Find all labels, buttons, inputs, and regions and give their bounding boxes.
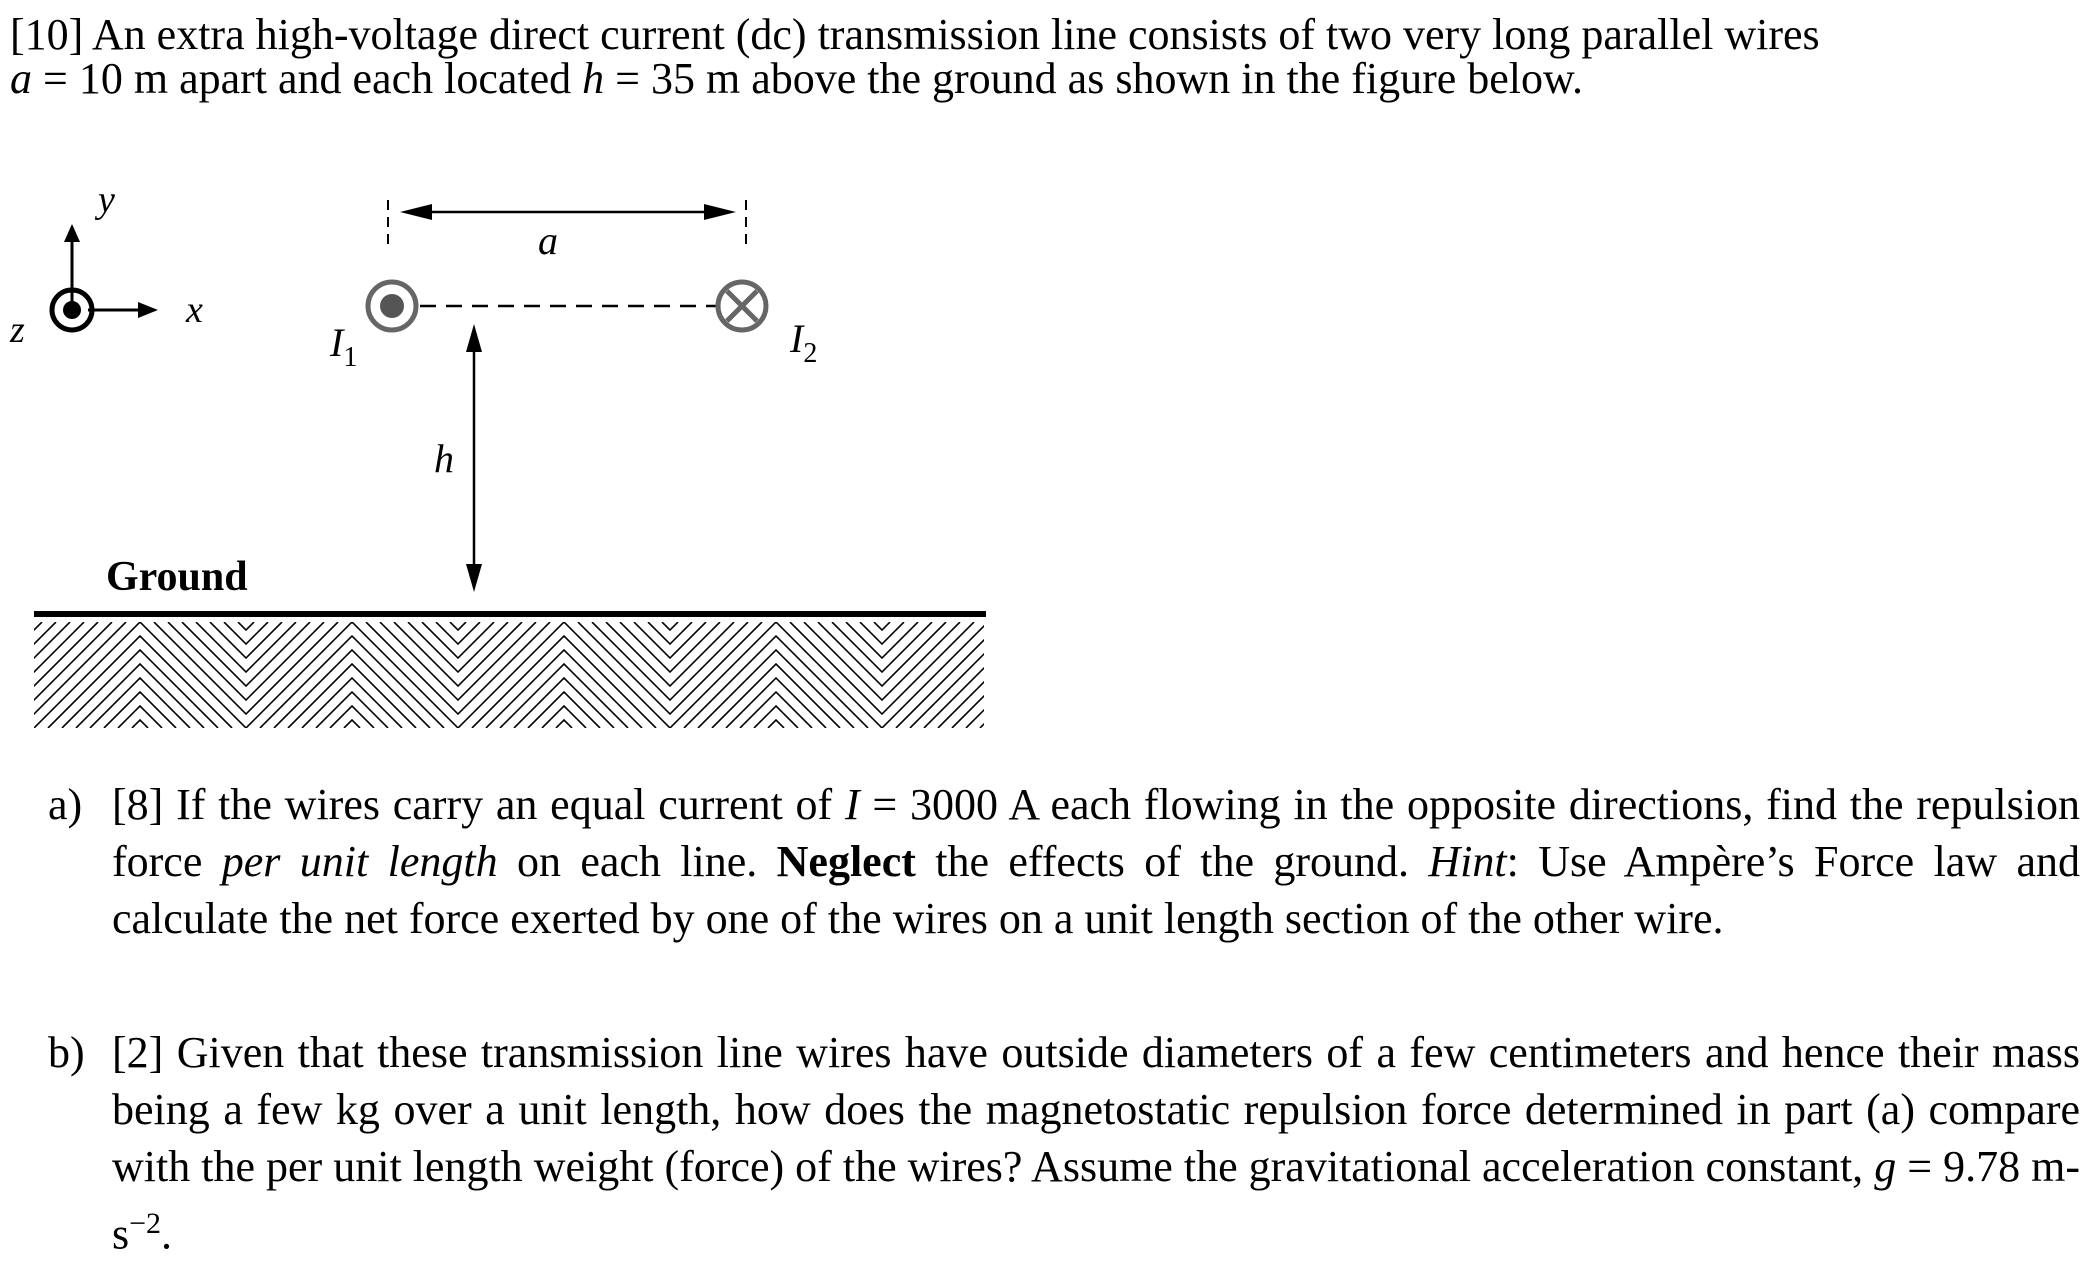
I-value: 3000 A bbox=[910, 780, 1038, 829]
part-b-end: . bbox=[161, 1209, 173, 1259]
problem-intro-2a: apart and each located bbox=[179, 54, 572, 103]
hatch-line bbox=[246, 622, 352, 728]
label-I2: $I_2$ bbox=[790, 316, 818, 369]
hatch-line bbox=[338, 622, 444, 728]
hatch-line bbox=[578, 622, 684, 728]
wire-2-in-icon bbox=[718, 282, 766, 330]
part-a-text-1: If the wires carry an equal current of bbox=[176, 780, 833, 829]
problem-intro-1: An extra high-voltage direct current (dc) transmission line consists of two very long parallel wires bbox=[91, 10, 1820, 59]
part-a-label: a) bbox=[48, 780, 83, 829]
hatch-line bbox=[232, 622, 338, 728]
hatch-line bbox=[0, 622, 28, 728]
hatch-line bbox=[952, 622, 1058, 728]
part-a-body: [8] If the wires carry an equal current of I = 3000 A each flowing in the opposite directions, find the repulsion force per unit length on each line. Neglect the effects of the ground. Hint: Use Ampère’s Force law and calculate the net force exerted by one of the wires on a unit length section of the other wire. bbox=[112, 780, 2080, 943]
hatch-line bbox=[444, 622, 550, 728]
dimension-h bbox=[466, 324, 482, 592]
part-a-text-3: on each line. bbox=[516, 837, 758, 886]
ground-hatch bbox=[0, 622, 1114, 728]
hatch-line bbox=[938, 622, 1044, 728]
hatch-line bbox=[126, 622, 232, 728]
hatch-line bbox=[0, 622, 14, 728]
hatch-line bbox=[6, 622, 112, 728]
label-a: a bbox=[538, 218, 558, 263]
axis-y-label: y bbox=[98, 179, 115, 221]
part-b-points: [2] bbox=[112, 1028, 164, 1077]
hatch-line bbox=[550, 622, 656, 728]
hatch-line bbox=[980, 622, 1086, 728]
dimension-a bbox=[388, 200, 746, 248]
label-I1: $I_1$ bbox=[330, 320, 358, 373]
axis-x-label: x bbox=[186, 289, 203, 331]
a-value: 10 m bbox=[78, 54, 169, 103]
hatch-line bbox=[790, 622, 896, 728]
hatch-line bbox=[684, 622, 790, 728]
transmission-line-figure bbox=[0, 130, 1000, 730]
hatch-line bbox=[882, 622, 988, 728]
hatch-line bbox=[472, 622, 578, 728]
hatch-line bbox=[140, 622, 246, 728]
hatch-line bbox=[0, 622, 84, 728]
hatch-line bbox=[896, 622, 1002, 728]
part-b-label: b) bbox=[48, 1028, 85, 1077]
hatch-line bbox=[762, 622, 868, 728]
hatch-line bbox=[154, 622, 260, 728]
part-b-body: [2] Given that these transmission line wires have outside diameters of a few centimeters and hence their mass being a few kg over a unit length, how does the magnetostatic repulsion force determined in part (a) compare with the per unit length weight (force) of the wires? Assume the gravitational acceleration constant, g = 9.78 $m-s^{-2}$. bbox=[112, 1028, 2080, 1259]
hatch-line bbox=[260, 622, 366, 728]
hatch-line bbox=[776, 622, 882, 728]
part-a-points: [8] bbox=[112, 780, 164, 829]
var-I: I bbox=[844, 780, 860, 829]
problem-line-2: a = 10 m apart and each located h = 35 m above the ground as shown in the figure below. bbox=[10, 54, 1583, 103]
problem-number: [10] bbox=[10, 10, 84, 59]
part-a-text-5: : Use Ampère’s Force law and calculate the net force exerted by one of the wires on a unit length section of the other wire. bbox=[112, 837, 2080, 943]
h-value: 35 m bbox=[650, 54, 741, 103]
hatch-line bbox=[352, 622, 458, 728]
part-a-text-2: each flowing in the opposite directions, find the repulsion force bbox=[112, 780, 2080, 886]
hatch-line bbox=[458, 622, 564, 728]
ground-label: Ground bbox=[106, 554, 248, 600]
problem-intro-2b: above the ground as shown in the figure below. bbox=[751, 54, 1583, 103]
hatch-line bbox=[868, 622, 974, 728]
label-h: h bbox=[434, 436, 454, 481]
part-a-neglect: Neglect bbox=[776, 837, 916, 886]
part-a-hint: Hint bbox=[1428, 837, 1507, 886]
hatch-line bbox=[910, 622, 1016, 728]
hatch-line bbox=[564, 622, 670, 728]
hatch-line bbox=[994, 622, 1100, 728]
var-a: a bbox=[10, 54, 32, 103]
wire-1-out-icon bbox=[368, 282, 416, 330]
hatch-line bbox=[656, 622, 762, 728]
hatch-line bbox=[20, 622, 126, 728]
part-a-text-4: the effects of the ground. bbox=[935, 837, 1410, 886]
var-g: g bbox=[1874, 1142, 1897, 1191]
g-exponent: −2 bbox=[129, 1207, 162, 1240]
var-h: h bbox=[582, 54, 605, 103]
axes-icon bbox=[52, 224, 158, 330]
hatch-line bbox=[0, 622, 56, 728]
part-a-emph: per unit length bbox=[221, 837, 498, 886]
axis-z-label: z bbox=[10, 309, 25, 351]
hatch-line bbox=[34, 622, 140, 728]
part-b-text-1: Given that these transmission line wires have outside diameters of a few centimeters and hence their mass being a few kg over a unit length, how does the magnetostatic repulsion force determined in part (a) compare with the per unit length weight (force) of the wires? Assume the gravitational acceleration constant, bbox=[112, 1028, 2080, 1191]
hatch-line bbox=[670, 622, 776, 728]
hatch-line bbox=[924, 622, 1030, 728]
hatch-line bbox=[366, 622, 472, 728]
g-value: 9.78 m-s bbox=[112, 1142, 2080, 1259]
hatch-line bbox=[48, 622, 154, 728]
hatch-line bbox=[966, 622, 1072, 728]
hatch-line bbox=[1008, 622, 1114, 728]
